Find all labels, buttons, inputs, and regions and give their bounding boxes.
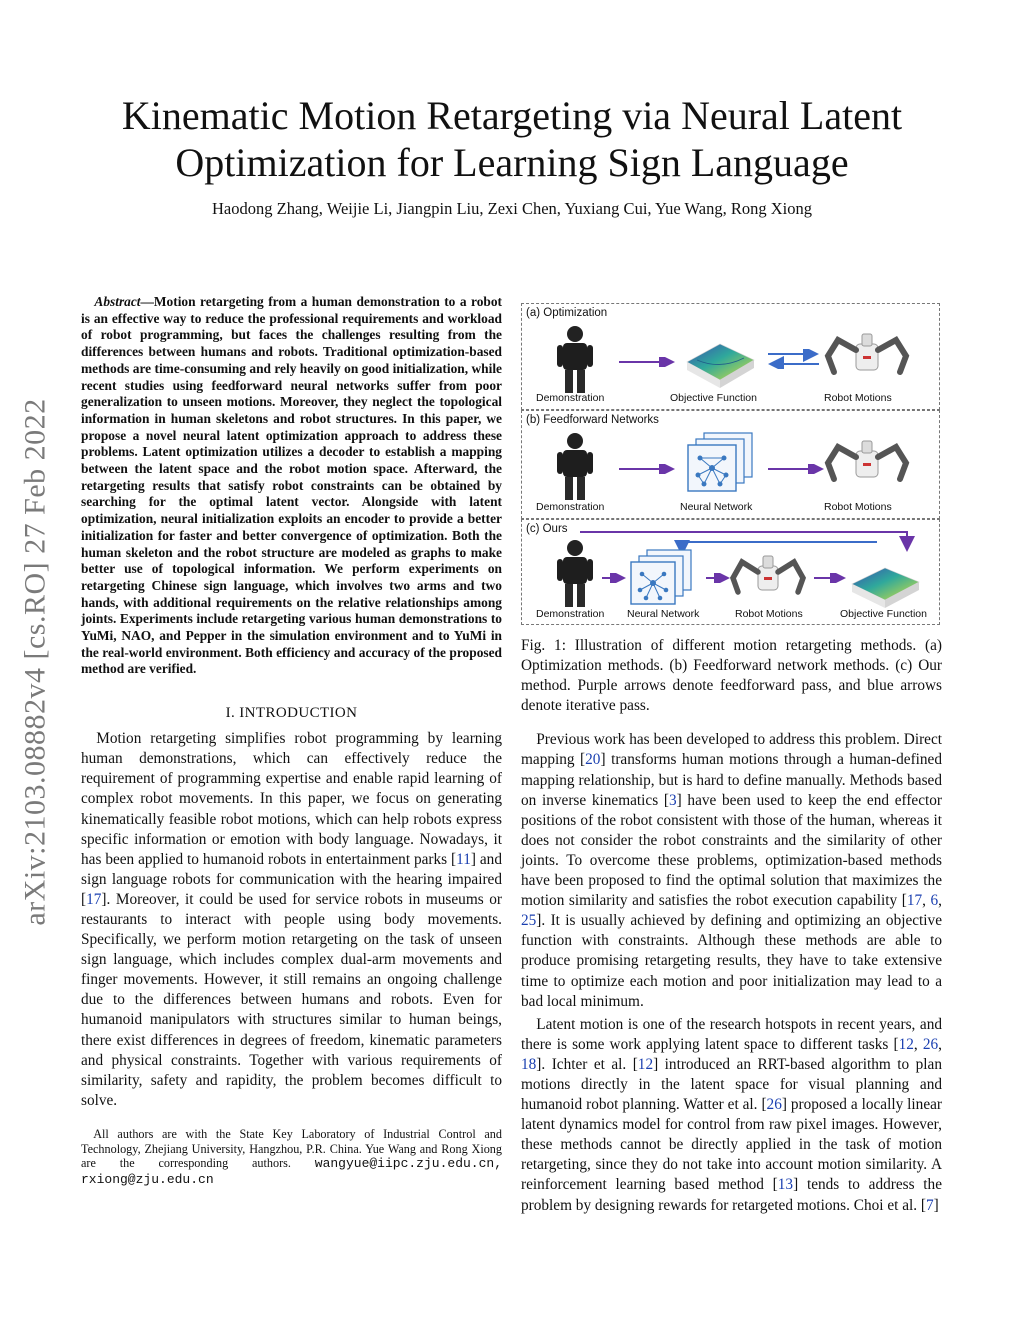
panel-feedforward [521,410,940,519]
label-robot-motions: Robot Motions [824,392,892,404]
abstract [81,294,502,678]
citation-link[interactable]: 7 [926,1196,934,1214]
label-demonstration: Demonstration [536,392,605,404]
citation-link[interactable]: 17 [86,890,102,908]
abstract-text: —Motion retargeting from a human demonstration to a robot is an effective way to reduce the professional requirements and workload of robot programming, but faces the challenges resulting from the differences between humans and robots. Traditional optimization-based methods are time-consuming and rely heavily on good initialization, while recent studies using feedforward neural networks suffer from poor generalization to unseen motions. Moreover, they neglect the topological information in human skeletons and robot structures. In this paper, we propose a novel neural latent optimization approach to address these problems. Latent optimization utilizes a decoder to establish a mapping between the latent space and the robot motion space. Afterward, the retargeting results that satisfy robot constraints can be obtained by searching for the optimal latent vector. Alongside with latent optimization, neural initialization exploits an encoder to provide a better initialization for faster and better convergence of optimization. Both the human skeleton and the robot structure are modeled as graphs to make better use of topological information. We perform experiments on retargeting Chinese sign language, which involves two arms and two hands, with additional requirements on the relative relationships among joints. Experiments include retargeting various human demonstrations to YuMi, NAO, and Pepper in the simulation environment and to YuMi in the real-world environment. Both efficiency and accuracy of the proposed method are verified. [81,294,502,677]
panel-ours [521,519,940,625]
feedforward-arrow [617,357,677,367]
citation-link[interactable]: 18 [521,1055,537,1073]
label-robot-motions: Robot Motions [824,501,892,513]
panel-b-label: (b) Feedforward Networks [526,414,659,426]
citation-link[interactable]: 12 [637,1055,654,1073]
citation-link[interactable]: 13 [777,1176,794,1194]
citation-link[interactable]: 12 [898,1035,914,1053]
figure-caption: Fig. 1: Illustration of different motion retargeting methods. (a) Optimization methods. (b) Feedforward network methods. (c) Our method. Purple arrows denote feedforward pass, and blue arrows denote iterative pass. [521,637,942,715]
feedforward-arrow [617,464,677,474]
feedforward-arrow [766,464,826,474]
robot-icon [728,550,808,608]
panel-a-label: (a) Optimization [526,307,608,319]
citation-link[interactable]: 6 [930,892,939,910]
arxiv-stamp [14,352,58,972]
section-heading-introduction: I. INTRODUCTION [225,705,358,722]
citation-link[interactable]: 26 [766,1096,782,1114]
objective-surface-icon [847,550,925,610]
contact-emails: wangyue@iipc.zju.edu.cn, rxiong@zju.edu.cn [81,1156,502,1187]
robot-icon [822,433,912,495]
objective-surface-icon [682,322,757,392]
human-demonstrator-icon [550,538,600,608]
figure-1 [521,303,942,625]
label-demonstration: Demonstration [536,608,605,620]
author-list: Haodong Zhang, Weijie Li, Jiangpin Liu, Zexi Chen, Yuxiang Cui, Yue Wang, Rong Xiong [212,199,812,218]
citation-link[interactable]: 3 [668,791,677,809]
iterative-arrows [766,349,821,369]
label-neural-network: Neural Network [627,608,700,620]
citation-link[interactable]: 26 [922,1035,939,1053]
feedforward-arrow [812,573,848,583]
robot-icon [822,326,912,388]
human-demonstrator-icon [550,324,600,394]
intro-paragraph-3: Latent motion is one of the research hotspots in recent years, and there is some work applying latent space to different tasks [12, 26, 18]. Ichter et al. [12] introduced an RRT-based algorithm to plan motions directly in the latent space for visual planning and humanoid robot planning. Watter et al. [26] proposed a locally linear latent dynamics model for control from raw pixel images. However, these methods cannot be directly applied in the task of motion retargeting, since they do not take into account motion similarity. A reinforcement learning based method [13] tends to address the problem by designing rewards for retargeted motions. Choi et al. [7] [521,1015,942,1214]
intro-paragraph-2: Previous work has been developed to address this problem. Direct mapping [20] transforms human motions through a human-defined mapping relationship, but is hard to define manually. Methods based on inverse kinematics [3] have been used to keep the end effector positions of the robot consistent with those of the human, whereas it does not consider the robot constraints and the similarity of other joints. To overcome these problems, optimization-based methods have been proposed to find the optimal solution that maximizes the motion similarity and satisfies the robot execution capability [17, 6, 25]. It is usually achieved by defining and optimizing an objective function with constraints. Although these methods are able to produce promising retargeting results, they have to take extensive time to optimize each motion and poor initialization may lead to a bad local minimum. [521,731,942,1010]
label-objective-function: Objective Function [840,608,927,620]
title-line-1: Kinematic Motion Retargeting via Neural Latent [121,93,903,138]
title-line-2: Optimization for Learning Sign Language [175,140,849,185]
label-robot-motions: Robot Motions [735,608,803,620]
citation-link[interactable]: 25 [521,912,537,930]
feedforward-arrow [600,573,628,583]
intro-paragraph-1: Motion retargeting simplifies robot programming by learning human demonstrations, which can effectively reduce the requirement of programming expertise and enable rapid learning of complex robot movements. In this paper, we focus on generating kinematically feasible robot motions, which can help robots express specific information or emotion with body language. Nowadays, it has been applied to humanoid robots in entertainment parks [11] and sign language robots for communication with the hearing impaired [17]. Moreover, it could be used for service robots in museums or restaurants to interact with people using body movements. Specifically, we perform motion retargeting on the task of unseen sign language, which includes complex dual-arm movements and finger movements. However, it still remains an ongoing challenge due to the differences between humans and robots. Even for humanoid manipulators with structures similar to human beings, there exist differences in degrees of freedom, kinematic parameters and physical constraints. Together with various requirements of similarity, safety and rapidity, the problem becomes difficult to solve. [81,730,502,1109]
paper-title [70,92,954,186]
citation-link[interactable]: 17 [906,892,923,910]
neural-network-icon [627,548,703,610]
citation-link[interactable]: 20 [585,751,601,769]
human-demonstrator-icon [550,431,600,501]
abstract-label: Abstract [94,294,141,309]
label-neural-network: Neural Network [680,501,753,513]
citation-link[interactable]: 11 [456,850,471,868]
author-footnote: All authors are with the State Key Laboratory of Industrial Control and Technology, Zhejiang University, Hangzhou, P.R. China. Yue Wang and Rong Xiong are the corresponding authors. wangyue@iipc.zju.edu.cn, rxiong@zju.edu.cn [81,1126,502,1187]
neural-network-icon [682,431,762,499]
panel-optimization [521,303,940,410]
arxiv-id: arXiv:2103.08882v4 [cs.RO] 27 Feb 2022 [19,398,53,926]
left-column [81,294,502,1187]
label-objective-function: Objective Function [670,392,757,404]
panel-c-label: (c) Ours [526,523,568,535]
label-demonstration: Demonstration [536,501,605,513]
right-column [521,636,942,1219]
